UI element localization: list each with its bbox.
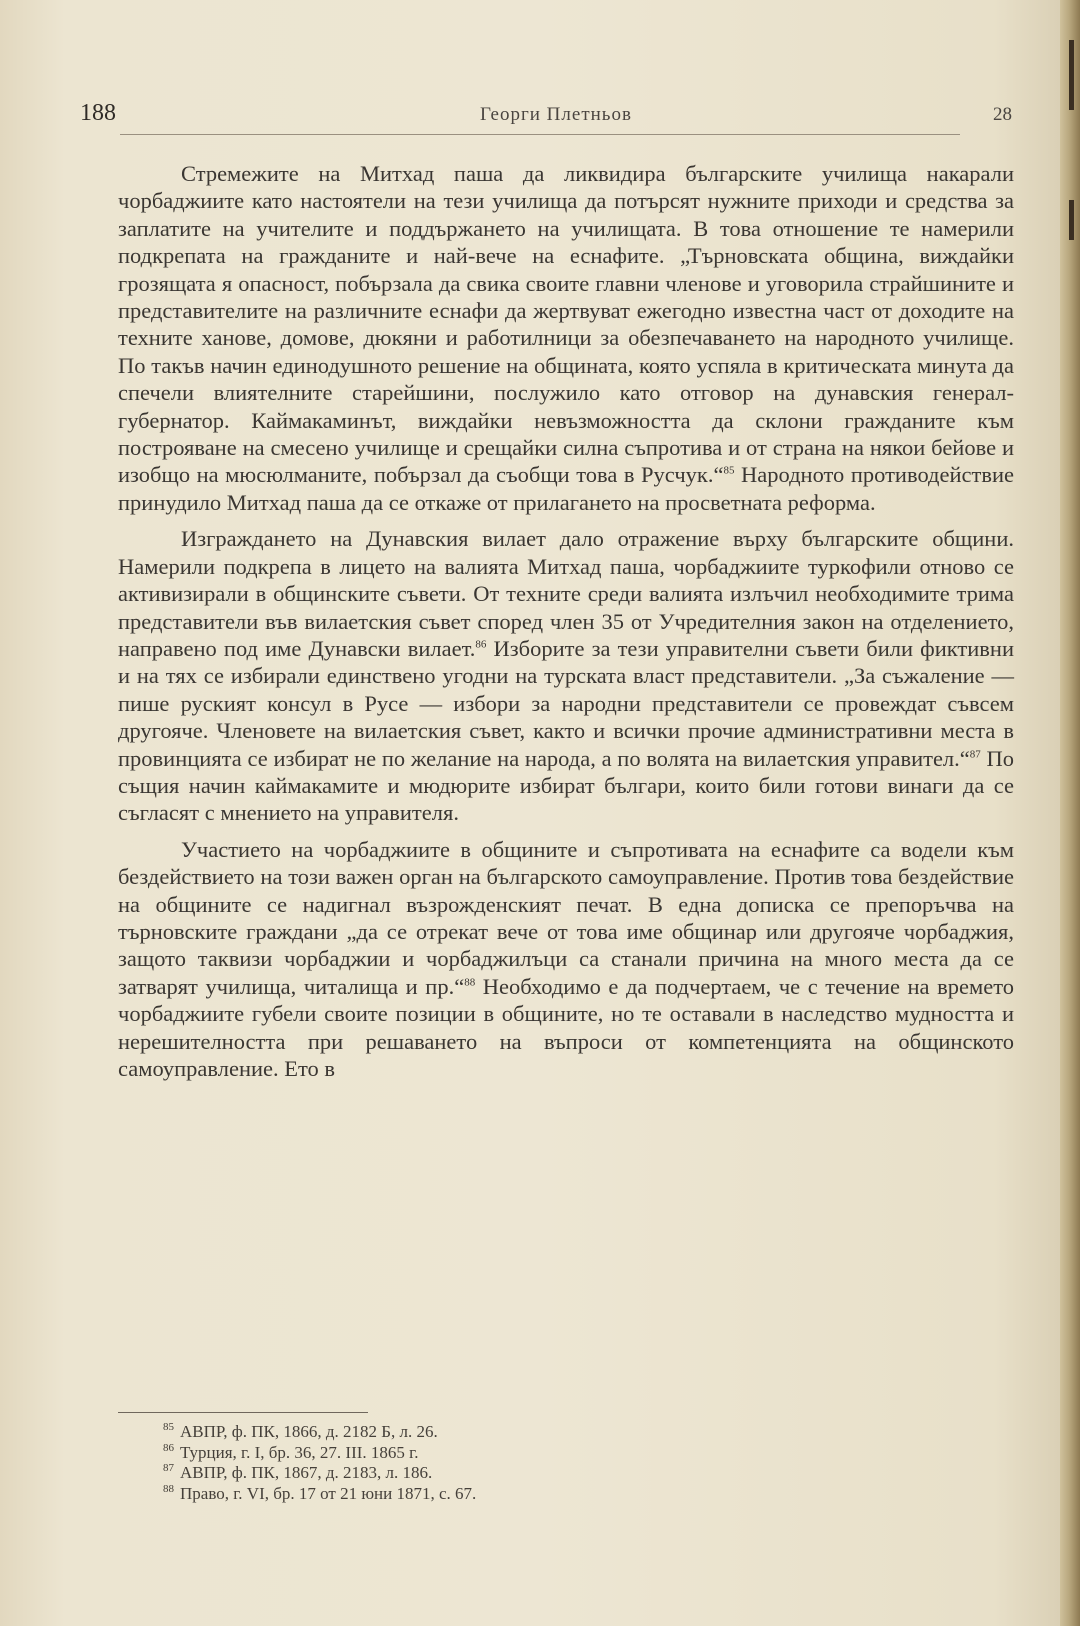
running-title: Георги Плетньов xyxy=(480,104,632,125)
footnote-text: АВПР, ф. ПК, 1867, д. 2183, л. 186. xyxy=(180,1463,433,1482)
footnote-text: Право, г. VI, бр. 17 от 21 юни 1871, с. 67. xyxy=(180,1483,477,1503)
footnote-rule xyxy=(118,1412,368,1413)
footnote-reference: 87 xyxy=(969,748,981,761)
footnote xyxy=(163,1443,863,1464)
page-number: 188 xyxy=(80,100,116,126)
paragraph xyxy=(118,160,1014,516)
footnote xyxy=(163,1463,863,1484)
footnote xyxy=(163,1422,863,1443)
footnote-number: 87 xyxy=(163,1462,174,1475)
text-run: Стремежите на Митхад паша да ликвидира българските училища накарали чорбаджиите като настоятели на тези училища да потърсят нужните приходи и средства за заплатите на учителите и поддържането на училищата. В това отношение те намерили подкрепата на гражданите и най-вече на еснафите. „Търновската община, виждайки грозящата я опасност, побързала да свика своите главни членове и уговорила страйшините и представителите на различните еснафи да жертвуват ежегодно известна част от доходите на техните ханове, домове, дюкяни и работилници за обезпечаването на народното училище. По такъв начин единодушното решение на общината, която успяла в критическата минута да спечели влиятелните старейшини, послужило като отговор на дунавския генерал-губернатор. Каймакаминът, виждайки невъзможността да склони гражданите към построяване на смесено училище и срещайки силна съпротива и от страна на някои бейове и изобщо на мюсюлманите, побързал да съобщи това в Русчук.“ xyxy=(118,161,1014,488)
paragraph xyxy=(118,525,1014,826)
text-run: Народното противодействие принудило Митхад паша да се откаже от прилагането на просветната реформа. xyxy=(118,462,1014,515)
text-run: По същия начин каймакамите и мюдюрите избират българи, които били готови винаги да се съгласят с мнението на управителя. xyxy=(118,745,1014,826)
paragraph xyxy=(118,836,1014,1083)
text-run: Необходимо е да подчертаем, че с течение на времето чорбаджиите губели своите позиции в общините, но те оставали в наследство мудността и нерешителността при решаването на въпроси от компетенцията на общинското самоуправление. Ето в xyxy=(118,973,1015,1081)
footnote-number: 85 xyxy=(163,1421,174,1434)
page-edge-shadow xyxy=(1060,0,1080,1626)
footnote-number: 86 xyxy=(163,1441,174,1454)
footnote-reference: 88 xyxy=(464,976,476,989)
text-run: Участието на чорбаджиите в общините и съпротивата на еснафите са водели към бездействието на този важен орган на българското самоуправление. Против това бездействие на общините се надигнал възрожденският печат. В една дописка се препоръчва на търновските граждани „да се отрекат вече от това име общинар или другояче чорбаджия, защото таквизи чорбаджии и чорбаджилъци са станали причина на много места да се затварят училища, читалища и пр.“ xyxy=(118,836,1014,999)
footnotes xyxy=(163,1422,863,1504)
footnote-text: Турция, г. I, бр. 36, 27. III. 1865 г. xyxy=(180,1442,419,1462)
main-text xyxy=(118,160,1014,1091)
footnote-text: АВПР, ф. ПК, 1866, д. 2182 Б, л. 26. xyxy=(180,1422,438,1441)
footnote-number: 88 xyxy=(163,1482,174,1495)
corner-number: 28 xyxy=(993,104,1012,125)
text-run: Изборите за тези управителни съвети били фиктивни и на тях се избирали единствено угодни на турската власт представители. „За съжаление — пише руският консул в Русе — избори за народни представители се провеждат съвсем другояче. Членовете на вилаетския съвет, както и всички прочие административни места в провинцията се избират не по желание на народа, а по волята на вилаетския управител.“ xyxy=(118,635,1015,771)
header-rule xyxy=(120,134,960,135)
edge-mark xyxy=(1069,200,1074,240)
edge-mark xyxy=(1069,40,1074,110)
text-run: Изграждането на Дунавския вилает дало отражение върху българските общини. Намерили подкрепа в лицето на валията Митхад паша, чорбаджиите туркофили отново се активизирали в общинските съвети. От техните среди валията излъчил необходимите трима представители във вилаетския съвет според член 35 от Учредителния закон на отделението, направено под име Дунавски вилает. xyxy=(118,526,1014,661)
footnote xyxy=(163,1484,863,1505)
footnote-reference: 85 xyxy=(723,464,735,477)
footnote-reference: 86 xyxy=(475,638,487,651)
